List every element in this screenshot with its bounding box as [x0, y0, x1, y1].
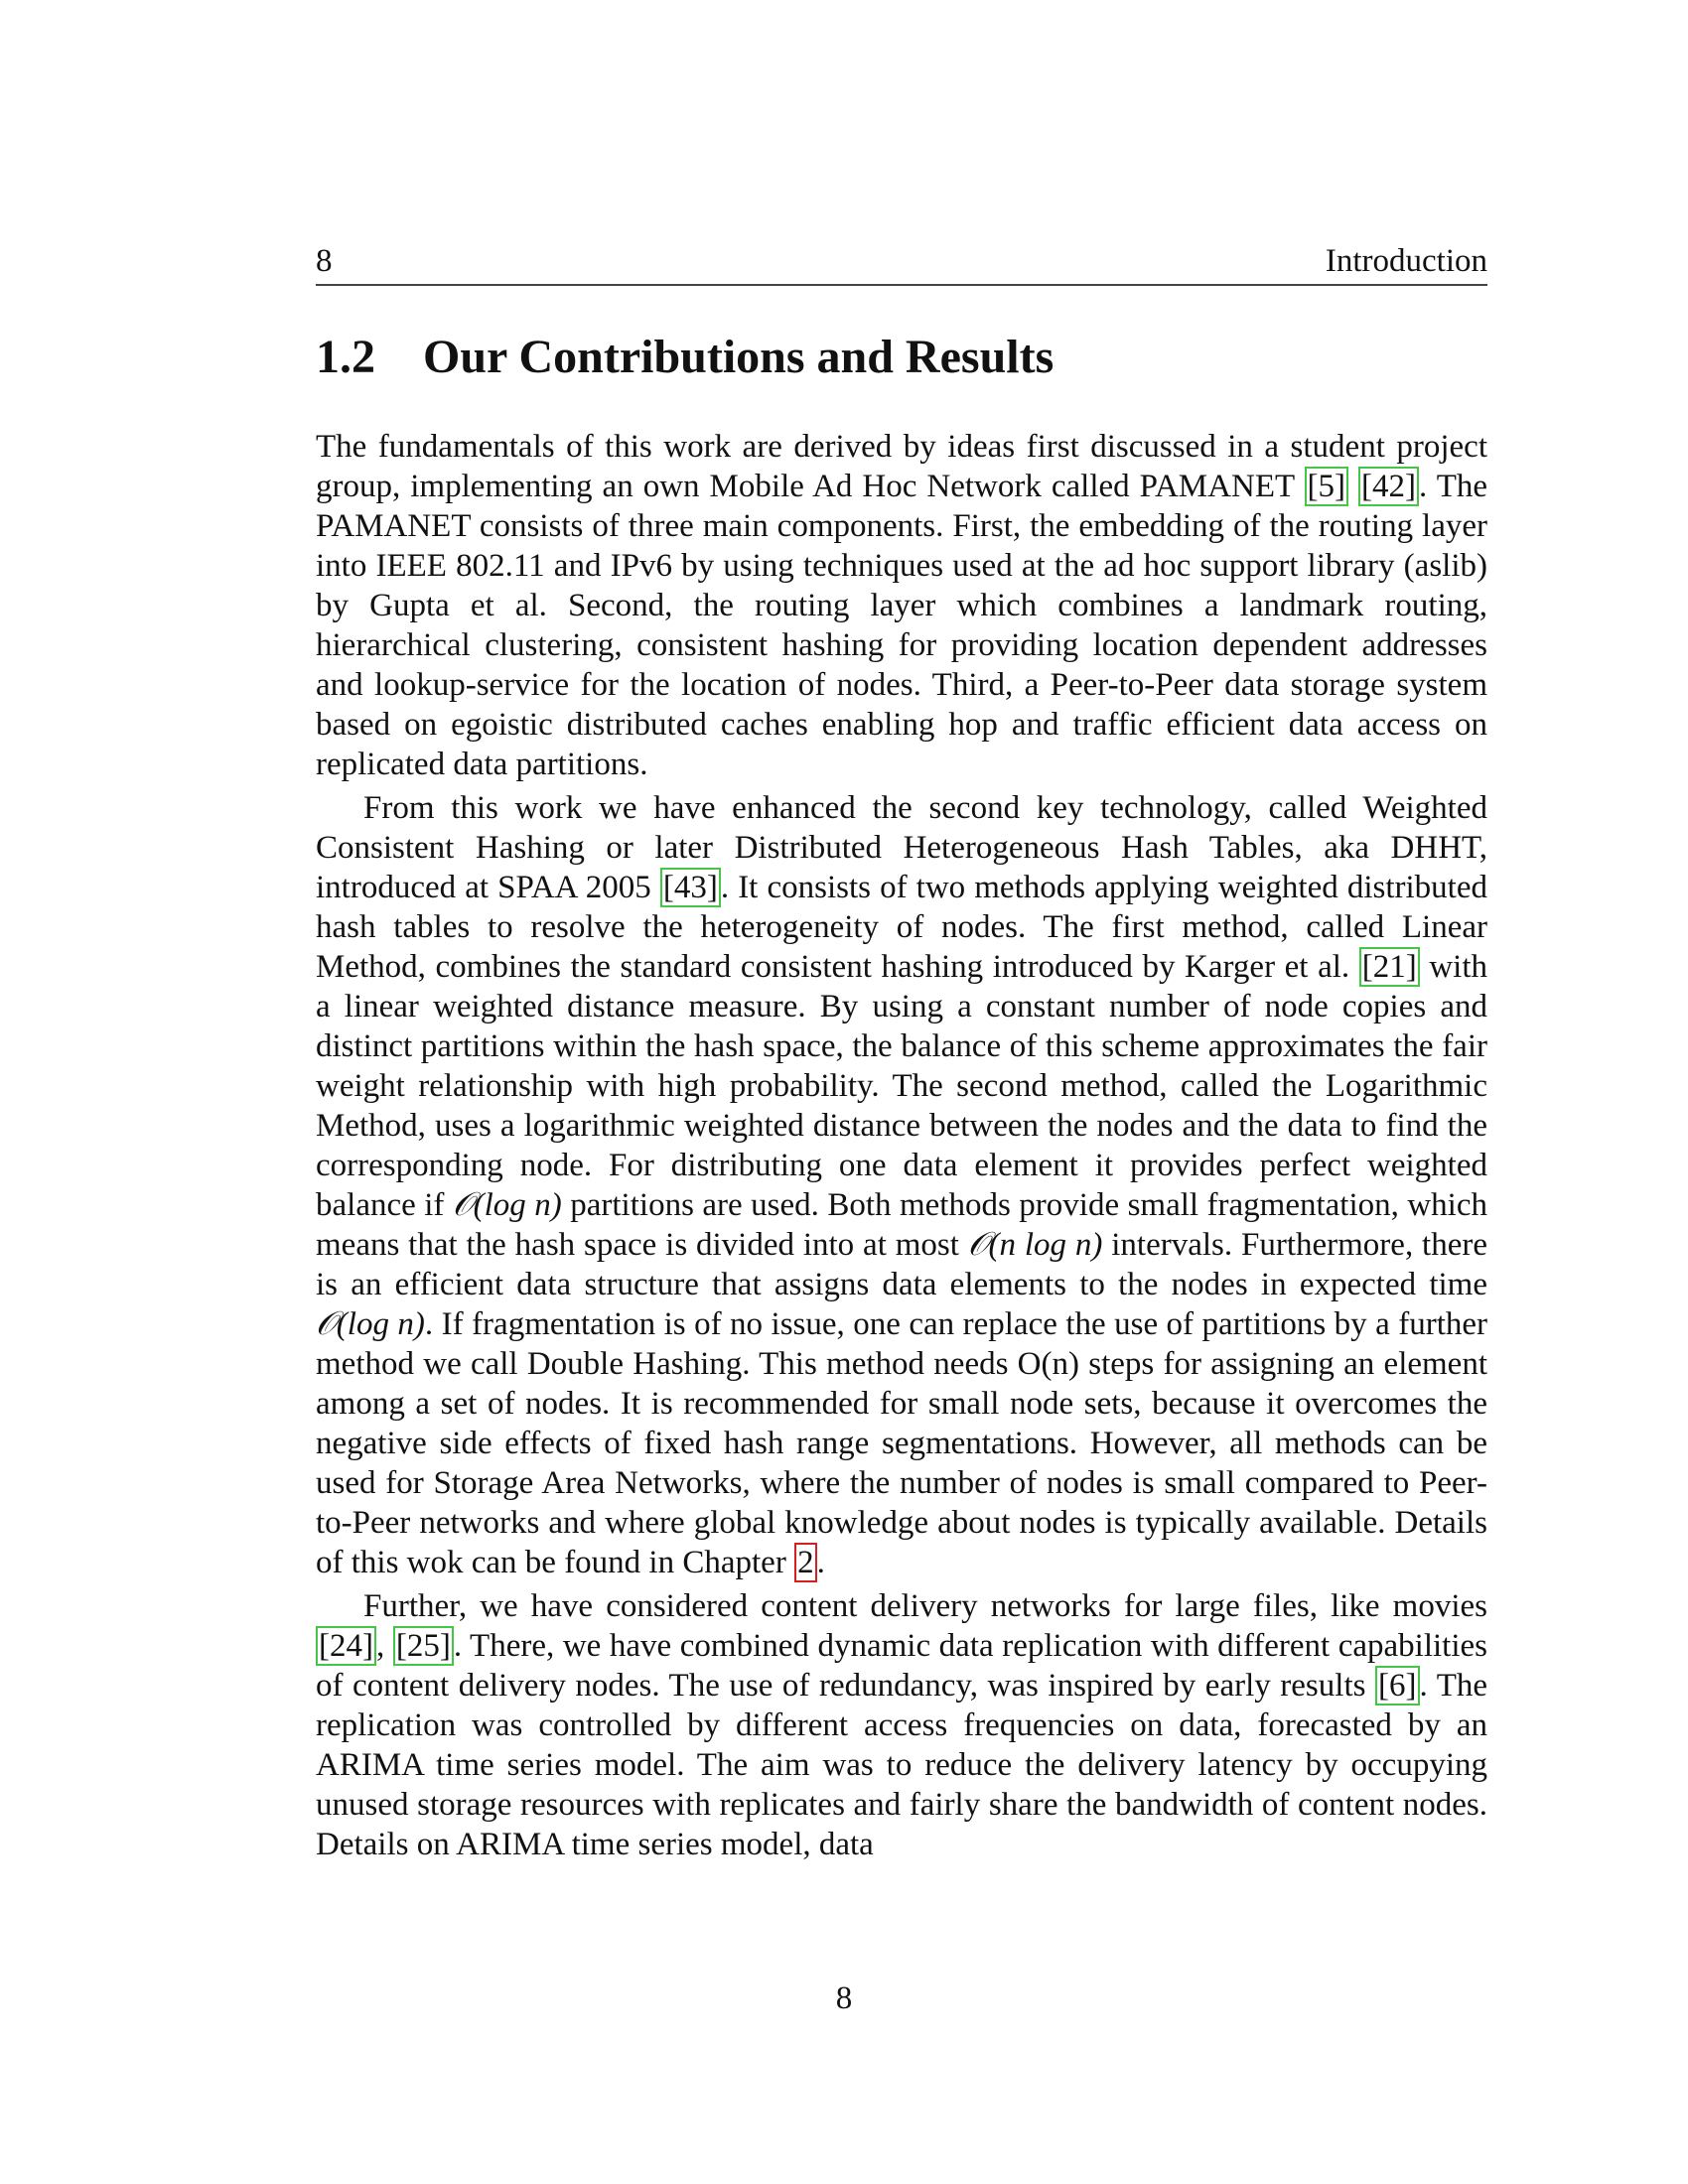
running-header — [316, 238, 1487, 286]
text-run: . The PAMANET consists of three main components. First, the embedding of the routing layer into IEEE 802.11 and IPv6 by using techniques used at the ad hoc support library (aslib) by Gupta et al. Second, the routing layer which combines a landmark routing, hierarchical clustering, consistent hashing for providing location dependent addresses and lookup-service for the location of nodes. Third, a Peer-to-Peer data storage system based on egoistic distributed caches enabling hop and traffic efficient data access on replicated data partitions. — [316, 469, 1487, 782]
section-heading — [316, 328, 1487, 387]
paragraph-2 — [316, 788, 1487, 1582]
math-expression: 𝒪(log n) — [452, 1187, 562, 1223]
section-number: 1.2 — [316, 331, 375, 383]
math-expression: 𝒪(n log n) — [967, 1227, 1103, 1263]
text-run: . If fragmentation is of no issue, one can replace the use of partitions by a further method we call Double Hashing. This method needs O(n) steps for assigning an element among a set of nodes. It is recommended for small node sets, because it overcomes the negative side effects of fixed hash range segmentations. However, all methods can be used for Storage Area Networks, where the number of nodes is small compared to Peer-to-Peer networks and where global knowledge about nodes is typically available. Details of this wok can be found in Chapter — [316, 1306, 1487, 1580]
text-run: . It consists of two methods applying weighted distributed hash tables to resolve the heterogeneity of nodes. The first method, called Linear Method, combines the standard consistent hashing introduced by Karger et al. — [316, 870, 1487, 985]
header-chapter-title: Introduction — [1325, 243, 1487, 279]
chapter-reference-link[interactable]: 2 — [794, 1543, 817, 1582]
text-run: with a linear weighted distance measure. By using a constant number of node copies and distinct partitions within the hash space, the balance of this scheme approximates the fair weight relationship with high probability. The second method, called the Logarithmic Method, uses a logarithmic weighted distance between the nodes and the data to find the corresponding node. For distributing one data element it provides perfect weighted balance if — [316, 949, 1488, 1223]
paragraph-1 — [316, 427, 1487, 784]
section-title: Our Contributions and Results — [423, 331, 1055, 383]
text-run — [1348, 469, 1358, 504]
text-run: intervals. Furthermore, there is an efficient data structure that assigns data elements to the nodes in expected time — [316, 1227, 1488, 1302]
citation-link[interactable]: [43] — [660, 868, 721, 907]
citation-link[interactable]: [42] — [1358, 467, 1419, 506]
footer-page-number: 8 — [835, 1980, 853, 2016]
paragraph-3 — [316, 1586, 1487, 1864]
text-run: . The replication was controlled by different access frequencies on data, forecasted by an ARIMA time series model. The aim was to reduce the delivery latency by occupying unused storage resources with replicates and fairly share the bandwidth of content nodes. Details on ARIMA time series model, data — [316, 1668, 1488, 1862]
text-run: . — [816, 1545, 825, 1580]
citation-link[interactable]: [21] — [1359, 947, 1420, 987]
citation-link[interactable]: [24] — [316, 1626, 376, 1666]
text-run: From this work we have enhanced the second key technology, called Weighted Consistent Hashing or later Distributed Heterogeneous Hash Tables, aka DHHT, introduced at SPAA 2005 — [316, 790, 1487, 905]
header-page-number: 8 — [316, 243, 333, 279]
text-run: Further, we have considered content delivery networks for large files, like movies — [363, 1588, 1487, 1624]
text-run: The fundamentals of this work are derived by ideas first discussed in a student project group, implementing an own Mobile Ad Hoc Network called PAMANET — [316, 429, 1487, 504]
citation-link[interactable]: [5] — [1305, 467, 1348, 506]
text-run: . There, we have combined dynamic data replication with different capabilities of content delivery nodes. The use of redundancy, was inspired by early results — [316, 1628, 1488, 1704]
citation-link[interactable]: [6] — [1375, 1666, 1419, 1706]
body-text — [316, 427, 1487, 1868]
citation-link[interactable]: [25] — [393, 1626, 454, 1666]
text-run: partitions are used. Both methods provide small fragmentation, which means that the hash space is divided into at most — [316, 1187, 1487, 1263]
math-expression: 𝒪(log n) — [316, 1306, 425, 1342]
text-run: , — [375, 1628, 393, 1664]
